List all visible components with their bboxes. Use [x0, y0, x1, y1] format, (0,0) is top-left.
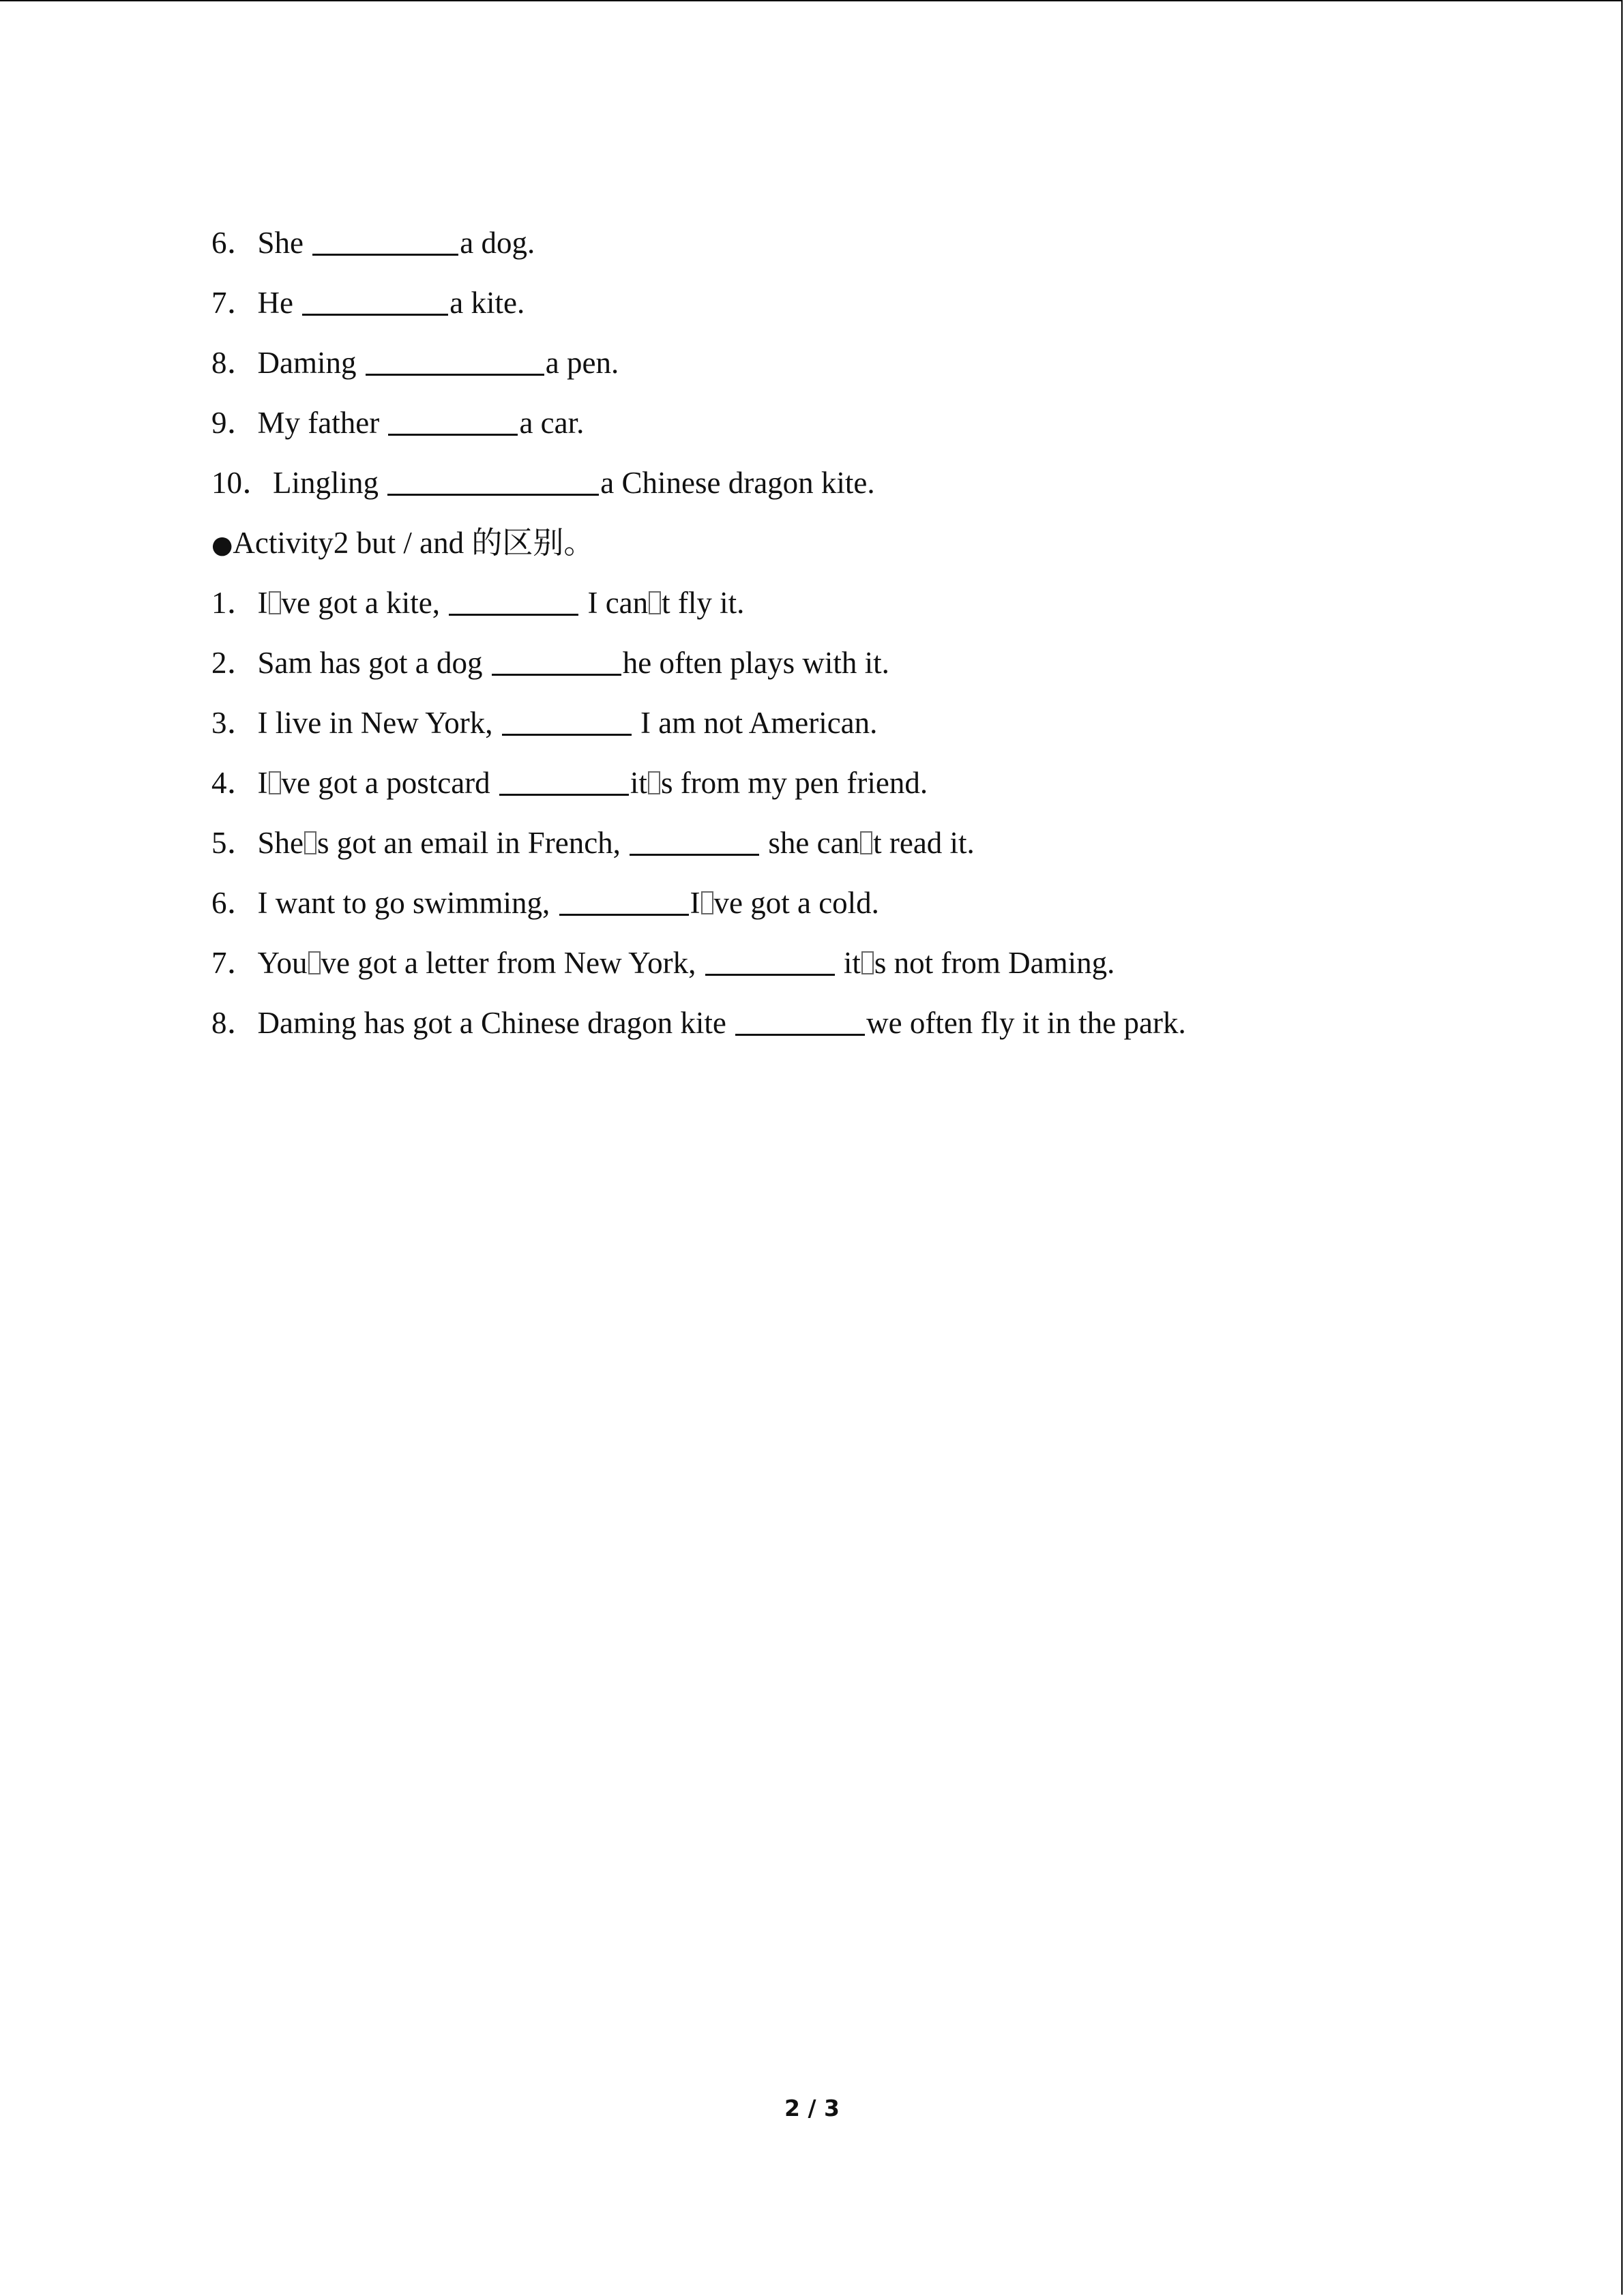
- item-text: s from my pen friend.: [660, 766, 928, 800]
- item-text: s got an email in French,: [317, 826, 621, 860]
- activity2-item-7: [211, 933, 1507, 993]
- answer-blank[interactable]: [387, 464, 599, 496]
- answer-blank[interactable]: [449, 584, 578, 616]
- answer-blank[interactable]: [630, 824, 759, 856]
- worksheet-content: [211, 213, 1507, 1053]
- activity2-item-6: [211, 873, 1507, 933]
- item-number: 9．: [211, 406, 258, 440]
- item-text: I live in New York,: [257, 706, 493, 740]
- item-text: ve got a letter from New York,: [321, 946, 696, 980]
- item-text: s not from Daming.: [874, 946, 1115, 980]
- item-number: 10．: [211, 466, 274, 500]
- missing-glyph-icon: [701, 891, 713, 914]
- item-text-after: a dog.: [460, 226, 535, 260]
- missing-glyph-icon: [269, 771, 281, 794]
- item-text-after: a Chinese dragon kite.: [600, 466, 875, 500]
- missing-glyph-icon: [860, 831, 872, 854]
- item-number: 7．: [211, 946, 258, 980]
- activity2-item-5: [211, 813, 1507, 873]
- missing-glyph-icon: [269, 591, 281, 614]
- item-text: Sam has got a dog: [257, 646, 483, 680]
- item-text: I: [257, 586, 268, 620]
- item-text: I: [690, 886, 700, 920]
- answer-blank[interactable]: [735, 1004, 865, 1036]
- item-text-before: Daming: [257, 346, 364, 380]
- answer-blank[interactable]: [705, 944, 835, 976]
- item-text: I: [257, 766, 268, 800]
- answer-blank[interactable]: [388, 404, 518, 436]
- exercise-item-6: [211, 213, 1507, 273]
- missing-glyph-icon: [649, 591, 661, 614]
- item-text: I am not American.: [640, 706, 878, 740]
- answer-blank[interactable]: [312, 224, 458, 256]
- item-text-before: He: [257, 286, 301, 320]
- item-text-before: Lingling: [273, 466, 387, 500]
- activity2-item-4: [211, 753, 1507, 813]
- answer-blank[interactable]: [302, 284, 448, 316]
- missing-glyph-icon: [861, 951, 874, 974]
- missing-glyph-icon: [648, 771, 660, 794]
- item-number: 4．: [211, 766, 258, 800]
- item-text: t read it.: [873, 826, 975, 860]
- item-number: 7．: [211, 286, 258, 320]
- exercise-item-10: [211, 453, 1507, 513]
- activity2-item-2: [211, 633, 1507, 693]
- item-number: 3．: [211, 706, 258, 740]
- item-number: 6．: [211, 886, 258, 920]
- answer-blank[interactable]: [492, 644, 621, 676]
- item-text: we often fly it in the park.: [866, 1006, 1186, 1040]
- item-text: she can: [768, 826, 860, 860]
- item-text: I can: [587, 586, 649, 620]
- answer-blank[interactable]: [502, 704, 632, 736]
- missing-glyph-icon: [304, 831, 316, 854]
- page-number: 2 / 3: [784, 2095, 840, 2121]
- item-text: Daming has got a Chinese dragon kite: [257, 1006, 726, 1040]
- bullet-icon: ●: [211, 531, 233, 559]
- item-text: ve got a cold.: [713, 886, 879, 920]
- activity2-heading: [211, 513, 1507, 573]
- item-text: She: [257, 826, 304, 860]
- item-number: 1．: [211, 586, 258, 620]
- exercise-item-8: [211, 333, 1507, 393]
- item-text: it: [843, 946, 861, 980]
- answer-blank[interactable]: [366, 344, 544, 376]
- item-text-before: She: [257, 226, 312, 260]
- item-number: 2．: [211, 646, 258, 680]
- answer-blank[interactable]: [559, 884, 689, 916]
- heading-text: Activity2 but / and 的区别。: [233, 526, 595, 560]
- item-number: 5．: [211, 826, 258, 860]
- exercise-item-7: [211, 273, 1507, 333]
- item-number: 8．: [211, 1006, 258, 1040]
- activity2-item-3: [211, 693, 1507, 753]
- item-number: 6．: [211, 226, 258, 260]
- item-text-after: a car.: [519, 406, 585, 440]
- missing-glyph-icon: [308, 951, 321, 974]
- item-text: it: [630, 766, 647, 800]
- item-text-before: My father: [257, 406, 387, 440]
- item-number: 8．: [211, 346, 258, 380]
- item-text: he often plays with it.: [622, 646, 889, 680]
- item-text: ve got a kite,: [281, 586, 440, 620]
- exercise-item-9: [211, 393, 1507, 453]
- activity2-item-8: [211, 993, 1507, 1053]
- item-text-after: a kite.: [449, 286, 525, 320]
- item-text: ve got a postcard: [281, 766, 490, 800]
- item-text: You: [257, 946, 308, 980]
- answer-blank[interactable]: [499, 764, 629, 796]
- item-text-after: a pen.: [545, 346, 619, 380]
- item-text: t fly it.: [662, 586, 745, 620]
- item-text: I want to go swimming,: [257, 886, 550, 920]
- activity2-item-1: [211, 573, 1507, 633]
